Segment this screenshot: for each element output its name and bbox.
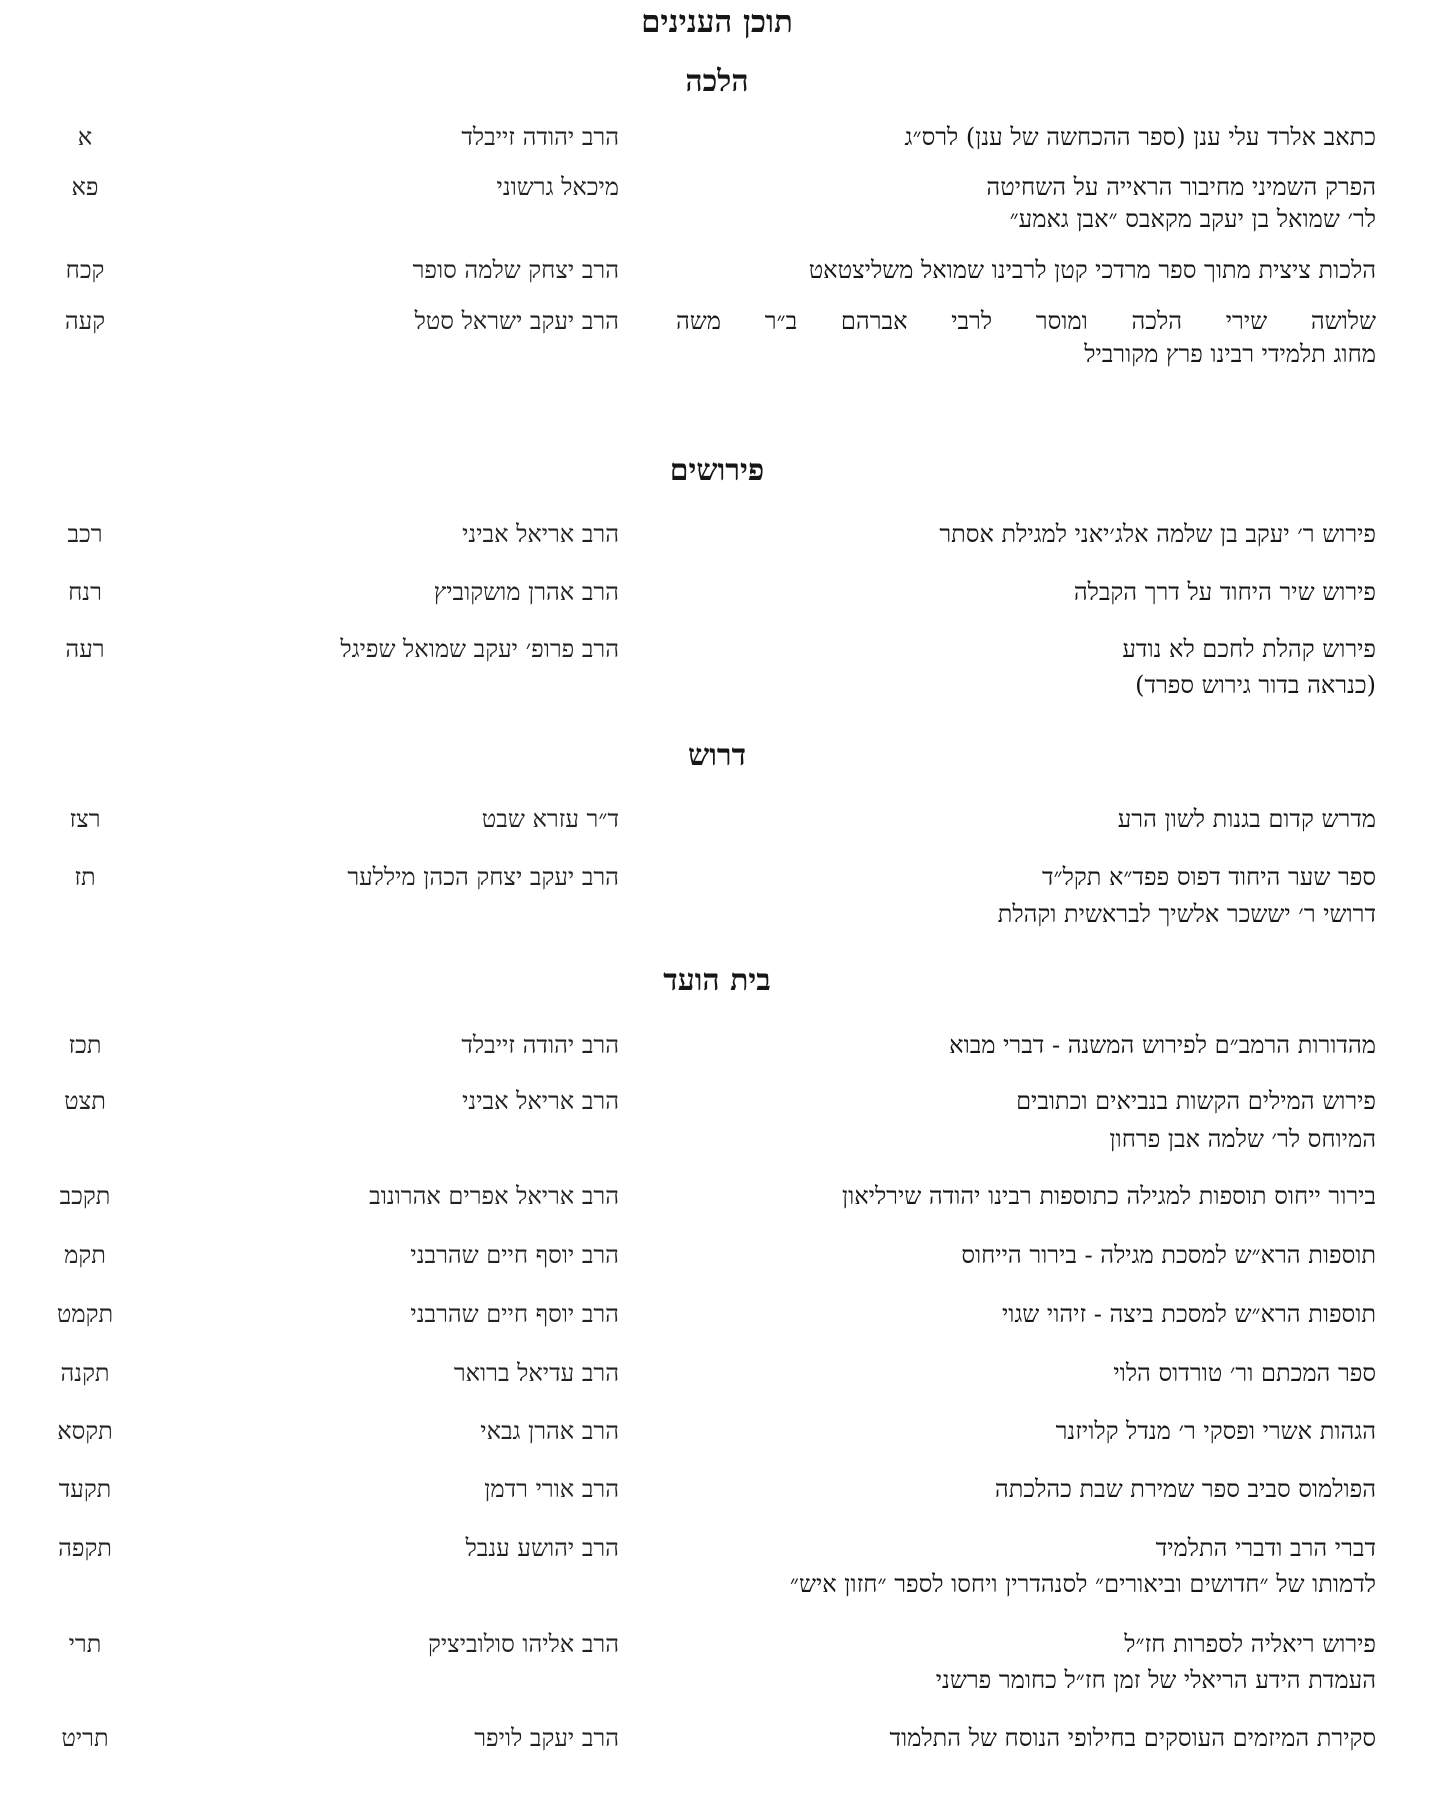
entry-title: פירוש ריאליה לספרות חז״ל — [1124, 1630, 1376, 1658]
entry-author: הרב יוסף חיים שהרבני — [410, 1300, 619, 1328]
entry-title: שלושה שירי הלכה ומוסר לרבי אברהם ב״ר משה — [676, 307, 1376, 335]
entry-subtitle: העמדת הידע הריאלי של זמן חז״ל כחומר פרשני — [935, 1666, 1376, 1694]
page-title: תוכן הענינים — [641, 4, 793, 40]
toc-entry — [0, 1081, 1434, 1153]
entry-title: תוספות הרא״ש למסכת ביצה - זיהוי שגוי — [1001, 1300, 1376, 1328]
entry-author: הרב אריאל אביני — [462, 520, 619, 548]
toc-entry — [0, 857, 1434, 928]
toc-entry — [0, 1025, 1434, 1059]
entry-title: מדרש קדום בגנות לשון הרע — [1117, 805, 1376, 833]
section-heading-halacha: הלכה — [685, 64, 749, 99]
entry-title: כתאב אלרד עלי ענן (ספר ההכחשה של ענן) לרס״ג — [904, 123, 1376, 151]
entry-author: הרב יעקב לויפר — [474, 1724, 619, 1752]
entry-page: תריט — [61, 1724, 109, 1752]
entry-page: פא — [71, 173, 99, 201]
entry-author: הרב אריאל אביני — [462, 1087, 619, 1115]
entry-title: הפולמוס סביב ספר שמירת שבת כהלכתה — [994, 1475, 1376, 1503]
entry-title: סקירת המיזמים העוסקים בחילופי הנוסח של התלמוד — [889, 1724, 1376, 1752]
entry-title: דברי הרב ודברי התלמיד — [1155, 1534, 1376, 1562]
toc-entry — [0, 799, 1434, 833]
entry-author: הרב אהרן מושקוביץ — [433, 578, 619, 606]
entry-page: קעה — [64, 307, 106, 335]
toc-entry — [0, 1411, 1434, 1445]
toc-entry — [0, 1528, 1434, 1598]
entry-page: רכב — [67, 520, 103, 548]
entry-page: תצט — [64, 1087, 106, 1115]
entry-page: רצז — [69, 805, 101, 833]
entry-page: א — [77, 123, 93, 151]
entry-title: פירוש שיר היחוד על דרך הקבלה — [1073, 578, 1376, 606]
entry-author: ד״ר עזרא שבט — [481, 805, 619, 833]
toc-entry — [0, 1718, 1434, 1752]
entry-title: פירוש ר׳ יעקב בן שלמה אלג׳יאני למגילת אסתר — [939, 520, 1376, 548]
toc-entry — [0, 301, 1434, 368]
entry-subtitle: מחוג תלמידי רבינו פרץ מקורביל — [1084, 340, 1376, 368]
entry-subtitle: המיוחס לר׳ שלמה אבן פרחון — [1109, 1125, 1376, 1153]
entry-author: הרב יצחק שלמה סופר — [412, 256, 619, 284]
entry-page: תקסא — [57, 1417, 113, 1445]
entry-title: ספר שער היחוד דפוס פפד״א תקל״ד — [1042, 863, 1376, 891]
entry-author: הרב יהושע ענבל — [465, 1534, 619, 1562]
entry-title: פירוש המילים הקשות בנביאים וכתובים — [1016, 1087, 1376, 1115]
entry-title: הלכות ציצית מתוך ספר מרדכי קטן לרבינו שמואל משליצטאט — [808, 256, 1376, 284]
entry-title: מהדורות הרמב״ם לפירוש המשנה - דברי מבוא — [949, 1031, 1376, 1059]
section-heading-derush: דרוש — [687, 738, 747, 773]
toc-entry — [0, 514, 1434, 548]
entry-title: תוספות הרא״ש למסכת מגילה - בירור הייחוס — [961, 1241, 1376, 1269]
entry-page: רעה — [65, 635, 105, 663]
entry-page: תקפה — [58, 1534, 112, 1562]
toc-entry — [0, 1353, 1434, 1387]
toc-entry — [0, 1176, 1434, 1210]
toc-entry — [0, 1235, 1434, 1269]
toc-entry — [0, 167, 1434, 233]
entry-author: הרב עדיאל ברואר — [453, 1359, 619, 1387]
entry-page: תקכב — [59, 1182, 111, 1210]
entry-page: תז — [74, 863, 96, 891]
entry-subtitle: לדמותו של ״חדושים וביאורים״ לסנהדרין ויחסו לספר ״חזון איש״ — [789, 1570, 1376, 1598]
entry-author: הרב יוסף חיים שהרבני — [410, 1241, 619, 1269]
entry-title: הפרק השמיני מחיבור הראייה על השחיטה — [986, 173, 1376, 201]
entry-title: בירור ייחוס תוספות למגילה כתוספות רבינו יהודה שירליאון — [842, 1182, 1376, 1210]
entry-author: הרב פרופ׳ יעקב שמואל שפיגל — [340, 635, 619, 663]
entry-author: הרב אליהו סולוביציק — [427, 1630, 619, 1658]
toc-entry — [0, 572, 1434, 606]
entry-author: הרב אורי רדמן — [484, 1475, 619, 1503]
entry-author: הרב יהודה זייבלד — [461, 1031, 619, 1059]
entry-subtitle: (כנראה בדור גירוש ספרד) — [1135, 671, 1376, 699]
entry-page: תקעד — [58, 1475, 112, 1503]
entry-page: רנח — [68, 578, 102, 606]
toc-entry — [0, 1294, 1434, 1328]
entry-author: הרב יעקב ישראל סטל — [414, 307, 619, 335]
entry-page: תקמ — [64, 1241, 106, 1269]
toc-entry — [0, 1469, 1434, 1503]
entry-subtitle: דרושי ר׳ יששכר אלשיך לבראשית וקהלת — [997, 900, 1376, 928]
toc-entry — [0, 250, 1434, 284]
entry-page: תקמט — [56, 1300, 114, 1328]
section-heading-beit-havaad: בית הועד — [663, 963, 771, 998]
entry-author: הרב יעקב יצחק הכהן מיללער — [347, 863, 619, 891]
entry-author: הרב יהודה זייבלד — [461, 123, 619, 151]
entry-author: מיכאל גרשוני — [496, 173, 619, 201]
entry-page: קכח — [65, 256, 105, 284]
entry-author: הרב אריאל אפרים אהרונוב — [369, 1182, 619, 1210]
toc-entry — [0, 629, 1434, 699]
entry-page: תקנה — [60, 1359, 110, 1387]
entry-title: פירוש קהלת לחכם לא נודע — [1122, 635, 1376, 663]
entry-subtitle: לר׳ שמואל בן יעקב מקאבס ״אבן גאמע״ — [1009, 205, 1376, 233]
toc-entry — [0, 1624, 1434, 1694]
entry-title: ספר המכתם ור׳ טורדוס הלוי — [1113, 1359, 1376, 1387]
toc-entry — [0, 117, 1434, 151]
section-heading-perushim: פירושים — [669, 453, 765, 488]
entry-title: הגהות אשרי ופסקי ר׳ מנדל קלויזנר — [1055, 1417, 1376, 1445]
entry-page: תרי — [68, 1630, 102, 1658]
entry-author: הרב אהרן גבאי — [480, 1417, 619, 1445]
entry-page: תכז — [68, 1031, 102, 1059]
